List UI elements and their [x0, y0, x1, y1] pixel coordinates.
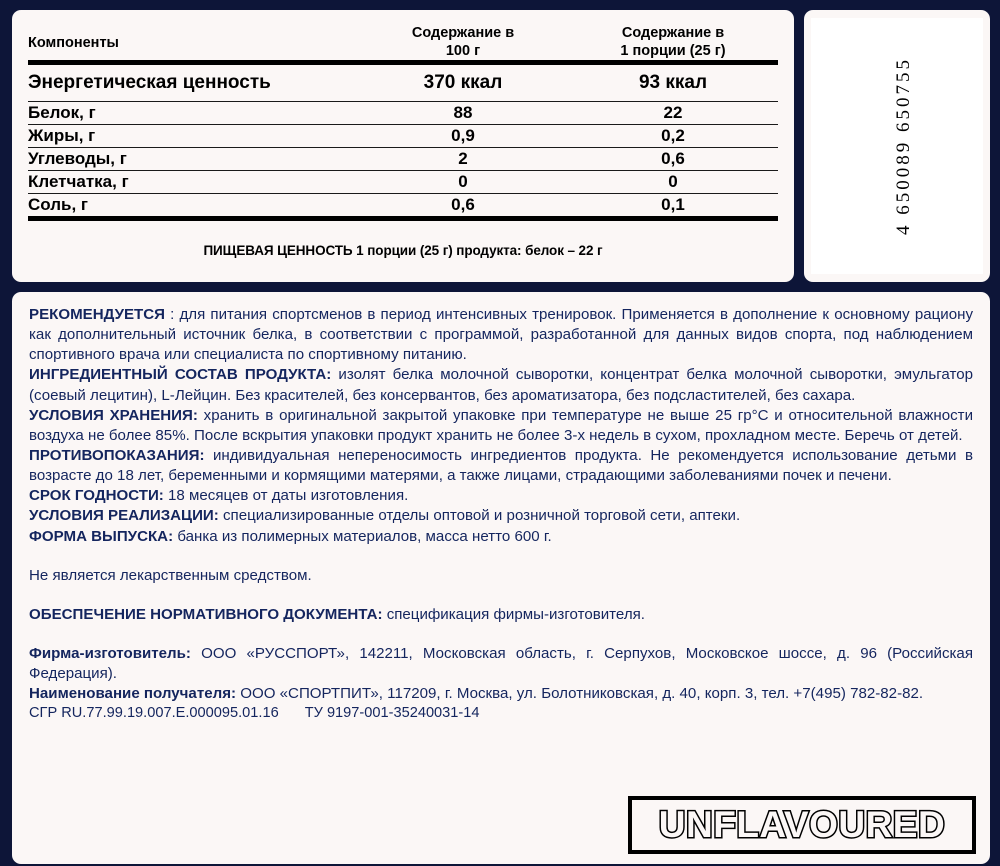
section-recipient-lead: Наименование получателя: — [29, 685, 237, 703]
section-sales-conditions-body: специализированные отделы оптовой и розничной торговой сети, аптеки. — [218, 507, 741, 525]
barcode-digits-container — [815, 18, 993, 274]
barcode-panel — [804, 10, 990, 282]
header-per-100g-line1: Содержание в — [411, 25, 515, 41]
section-storage-lead: УСЛОВИЯ ХРАНЕНИЯ: — [29, 406, 198, 424]
row-value-serving: 93 ккал — [638, 72, 708, 94]
header-components: Компоненты — [28, 35, 119, 52]
section-contraindications-lead: ПРОТИВОПОКАЗАНИЯ: — [29, 446, 205, 464]
row-value-100g: 88 — [453, 102, 473, 122]
section-normative-document-body: спецификация фирмы-изготовителя. — [382, 605, 645, 623]
section-shelf-life-body: 18 месяцев от даты изготовления. — [163, 487, 409, 505]
section-package-form-lead: ФОРМА ВЫПУСКА: — [29, 527, 174, 545]
section-normative-document — [29, 605, 973, 625]
section-not-medicine: Не является лекарственным средством. — [29, 566, 312, 584]
nutrition-table-head — [28, 24, 778, 63]
section-contraindications-body: индивидуальная непереносимость ингредиентов продукта. Не рекомендуется использование детьми в возрасте до 18 лет, беременными и кормящими матерями, а также лицами, страдающими заболеваниями почек и печени. — [29, 446, 973, 485]
row-label: Углеводы, г — [28, 149, 127, 169]
row-value-serving: 0,6 — [661, 149, 685, 169]
row-value-100g: 0,6 — [451, 195, 475, 215]
header-per-100g-line2: 100 г — [445, 43, 481, 60]
certification-tu: ТУ 9197-001-35240031-14 — [304, 705, 480, 722]
row-label: Жиры, г — [28, 126, 96, 146]
nutrition-table — [28, 24, 778, 221]
flavour-badge — [628, 796, 976, 854]
table-row — [28, 194, 778, 219]
section-sales-conditions-lead: УСЛОВИЯ РЕАЛИЗАЦИИ: — [29, 507, 219, 525]
section-normative-document-lead: ОБЕСПЕЧЕНИЕ НОРМАТИВНОГО ДОКУМЕНТА: — [29, 605, 383, 623]
table-row — [28, 148, 778, 171]
description-panel — [12, 292, 990, 864]
certification-sgr: СГР RU.77.99.19.007.Е.000095.01.16 — [29, 705, 279, 722]
section-package-form — [29, 527, 973, 547]
row-label: Энергетическая ценность — [28, 72, 271, 94]
table-row — [28, 63, 778, 102]
row-value-serving: 0,1 — [661, 195, 685, 215]
table-row — [28, 171, 778, 194]
row-label: Белок, г — [28, 102, 96, 122]
section-ingredients-body: изолят белка молочной сыворотки, концентрат белка молочной сыворотки, эмульгатор (соевый лецитин), L-Лейцин. Без красителей, без консервантов, без ароматизатора, без подсластителей, без сахара. — [29, 366, 973, 404]
row-label: Соль, г — [28, 195, 89, 215]
table-row — [28, 125, 778, 148]
spacer — [29, 547, 973, 566]
nutrition-footnote: ПИЩЕВАЯ ЦЕННОСТЬ 1 порции (25 г) продукта: белок – 22 г — [203, 243, 603, 259]
section-storage — [29, 406, 973, 446]
spacer — [29, 625, 973, 644]
row-value-100g: 370 ккал — [423, 72, 503, 94]
row-value-100g: 2 — [458, 149, 468, 169]
section-contraindications — [29, 446, 973, 486]
section-storage-body: хранить в оригинальной закрытой упаковке при температуре не выше 25 гр°С и относительной влажности воздуха не более 85%. После вскрытия упаковки продукт хранить не более 3-х недель в сухом, прохладном месте. Беречь от детей. — [29, 406, 973, 444]
section-ingredients-lead: ИНГРЕДИЕНТНЫЙ СОСТАВ ПРОДУКТА: — [29, 366, 332, 384]
row-value-serving: 0 — [668, 172, 678, 192]
nutrition-table-body — [28, 63, 778, 219]
section-recommended-lead: РЕКОМЕНДУЕТСЯ — [29, 306, 165, 323]
header-per-100g — [358, 24, 568, 63]
section-ingredients — [29, 365, 973, 405]
spacer — [29, 586, 973, 605]
row-value-serving: 0,2 — [661, 126, 685, 146]
section-package-form-body: банка из полимерных материалов, масса нетто 600 г. — [173, 527, 552, 545]
row-value-100g: 0,9 — [451, 126, 475, 146]
certification-line — [29, 704, 973, 723]
row-value-100g: 0 — [458, 172, 468, 192]
table-row — [28, 101, 778, 124]
top-row — [12, 10, 990, 282]
row-label: Клетчатка, г — [28, 172, 129, 192]
header-per-serving — [568, 24, 778, 63]
section-recommended-body: : для питания спортсменов в период интенсивных тренировок. Применяется в дополнение к основному рациону как дополнительный источник белка, в соответствии с программой, разработанной для данных видов спорта, под наблюдением спортивного врача или специалиста по спортивному питанию. — [29, 306, 973, 364]
nutrition-panel — [12, 10, 794, 282]
table-header-row — [28, 24, 778, 63]
section-manufacturer-body: ООО «РУССПОРТ», 142211, Московская область, г. Серпухов, Московское шоссе, д. 96 (Российская Федерация). — [29, 644, 973, 683]
flavour-badge-label: UNFLAVOURED — [658, 804, 946, 846]
barcode — [811, 18, 983, 274]
section-shelf-life-lead: СРОК ГОДНОСТИ: — [29, 487, 164, 505]
section-sales-conditions — [29, 506, 973, 526]
section-recipient — [29, 684, 973, 704]
section-recipient-body: ООО «СПОРТПИТ», 117209, г. Москва, ул. Болотниковская, д. 40, корп. 3, тел. +7(495) 782-82-82. — [236, 685, 924, 703]
section-recommended — [29, 305, 973, 365]
header-per-serving-line1: Содержание в — [621, 25, 725, 41]
header-per-serving-line2: 1 порции (25 г) — [620, 43, 726, 60]
section-manufacturer-lead: Фирма-изготовитель: — [29, 644, 191, 662]
section-shelf-life — [29, 486, 973, 506]
row-value-serving: 22 — [663, 102, 683, 122]
section-manufacturer — [29, 644, 973, 684]
barcode-digits: 4 650089 650755 — [893, 57, 914, 235]
